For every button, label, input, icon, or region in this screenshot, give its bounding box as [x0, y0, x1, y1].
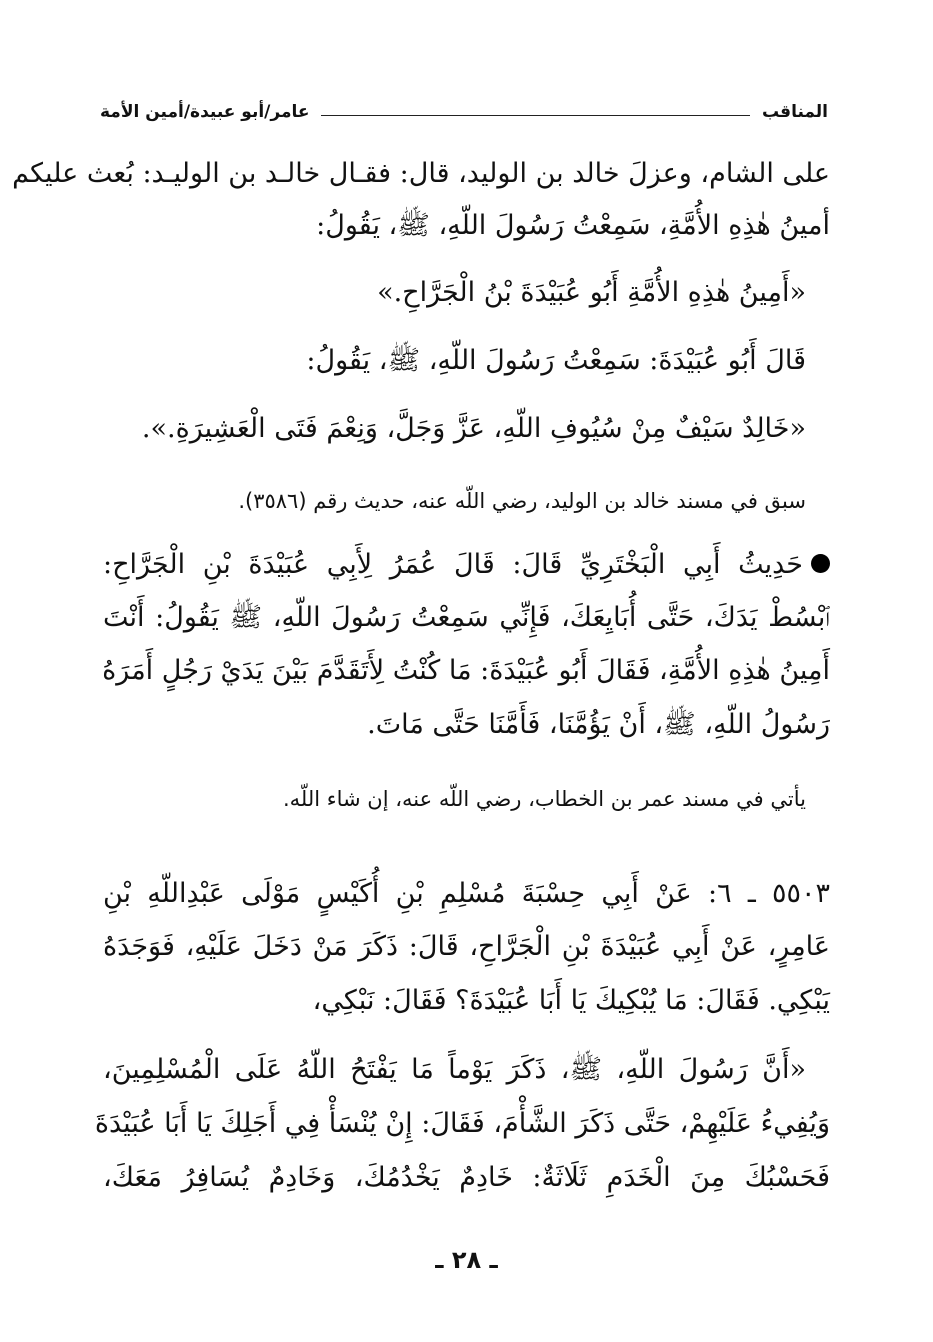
hadith-paragraph-line-1: [103, 551, 830, 578]
hadith-paragraph-line-4: رَسُولُ اللّهِ، ﷺ، أَنْ يَؤُمَّنَا، فَأَمَّنَا حَتَّى مَاتَ.: [367, 709, 830, 740]
hadith-paragraph-line-1-text: حَدِيثُ أَبِي الْبَخْتَرِيِّ قَالَ: قَالَ عُمَرُ لِأَبِي عُبَيْدَةَ بْنِ الْجَرَّاحِ:: [103, 549, 803, 580]
hadith-quote-line-2: «خَالِدٌ سَيْفٌ مِنْ سُيُوفِ اللّهِ، عَزَّ وَجَلَّ، وَنِعْمَ فَتَى الْعَشِيرَةِ.».: [141, 413, 806, 444]
hadith-5503-line-3: يَبْكِي. فَقَالَ: مَا يُبْكِيكَ يَا أَبَا عُبَيْدَةَ؟ فَقَالَ: نَبْكِي،: [312, 985, 830, 1016]
narrator-line: قَالَ أَبُو عُبَيْدَةَ: سَمِعْتُ رَسُولَ اللّهِ، ﷺ، يَقُولُ:: [306, 345, 806, 376]
bullet-icon: [811, 554, 830, 573]
hadith-quote-line-1: «أَمِينُ هٰذِهِ الأُمَّةِ أَبُو عُبَيْدَةَ بْنُ الْجَرَّاحِ.»: [377, 277, 806, 308]
page-number: ـ ٢٨ ـ: [435, 1246, 498, 1274]
hadith-paragraph-line-2: ٱبْسُطْ يَدَكَ، حَتَّى أُبَايِعَكَ، فَإِنِّي سَمِعْتُ رَسُولَ اللّهِ، ﷺ يَقُولُ: أَنْتَ: [103, 602, 830, 633]
hadith-5503-line-1: ٥٥٠٣ ـ ٦: عَنْ أَبِي حِسْبَةَ مُسْلِمِ بْنِ أُكَيْسٍ مَوْلَى عَبْدِاللّهِ بْنِ: [103, 878, 830, 909]
running-header: [100, 98, 828, 126]
reference-note-2: يأتي في مسند عمر بن الخطاب، رضي اللّه عنه، إن شاء اللّه.: [282, 787, 806, 811]
header-section-title: المناقب: [761, 102, 828, 122]
hadith-5503-line-2: عَامِرٍ، عَنْ أَبِي عُبَيْدَةَ بْنِ الْجَرَّاحِ، قَالَ: ذَكَرَ مَنْ دَخَلَ عَلَيْهِ، فَوَجَدَهُ: [103, 931, 830, 962]
hadith-paragraph-line-3: أَمِينُ هٰذِهِ الأُمَّةِ، فَقَالَ أَبُو عُبَيْدَةَ: مَا كُنْتُ لِأَتَقَدَّمَ بَيْنَ يَدَيْ رَجُلٍ أَمَرَهُ: [102, 655, 830, 686]
hadith-5503-quote-line-2: وَيُفِيءُ عَلَيْهِمْ، حَتَّى ذَكَرَ الشَّأْمَ، فَقَالَ: إِنْ يُنْسَأْ فِي أَجَلِكَ يَا أَبَا عُبَيْدَةَ: [94, 1108, 830, 1139]
body-line-2: أمينُ هٰذِهِ الأُمَّةِ، سَمِعْتُ رَسُولَ اللّهِ، ﷺ، يَقُولُ:: [316, 210, 830, 241]
reference-note-1: سبق في مسند خالد بن الوليد، رضي اللّه عنه، حديث رقم (٣٥٨٦).: [238, 489, 806, 513]
header-rule: [321, 115, 749, 116]
body-line-1: على الشام، وعزلَ خالد بن الوليد، قال: فقـال خالـد بن الوليـد: بُعث عليكم: [12, 158, 830, 189]
hadith-5503-quote-line-1: «أَنَّ رَسُولَ اللّهِ، ﷺ، ذَكَرَ يَوْماً مَا يَفْتَحُ اللّهُ عَلَى الْمُسْلِمِينَ،: [103, 1054, 806, 1085]
header-topic-title: عامر/أبو عبيدة/أمين الأمة: [100, 102, 310, 122]
hadith-5503-quote-line-3: فَحَسْبُكَ مِنَ الْخَدَمِ ثَلَاثَةٌ: خَادِمٌ يَخْدُمُكَ، وَخَادِمٌ يُسَافِرُ مَعَكَ،: [103, 1162, 830, 1193]
